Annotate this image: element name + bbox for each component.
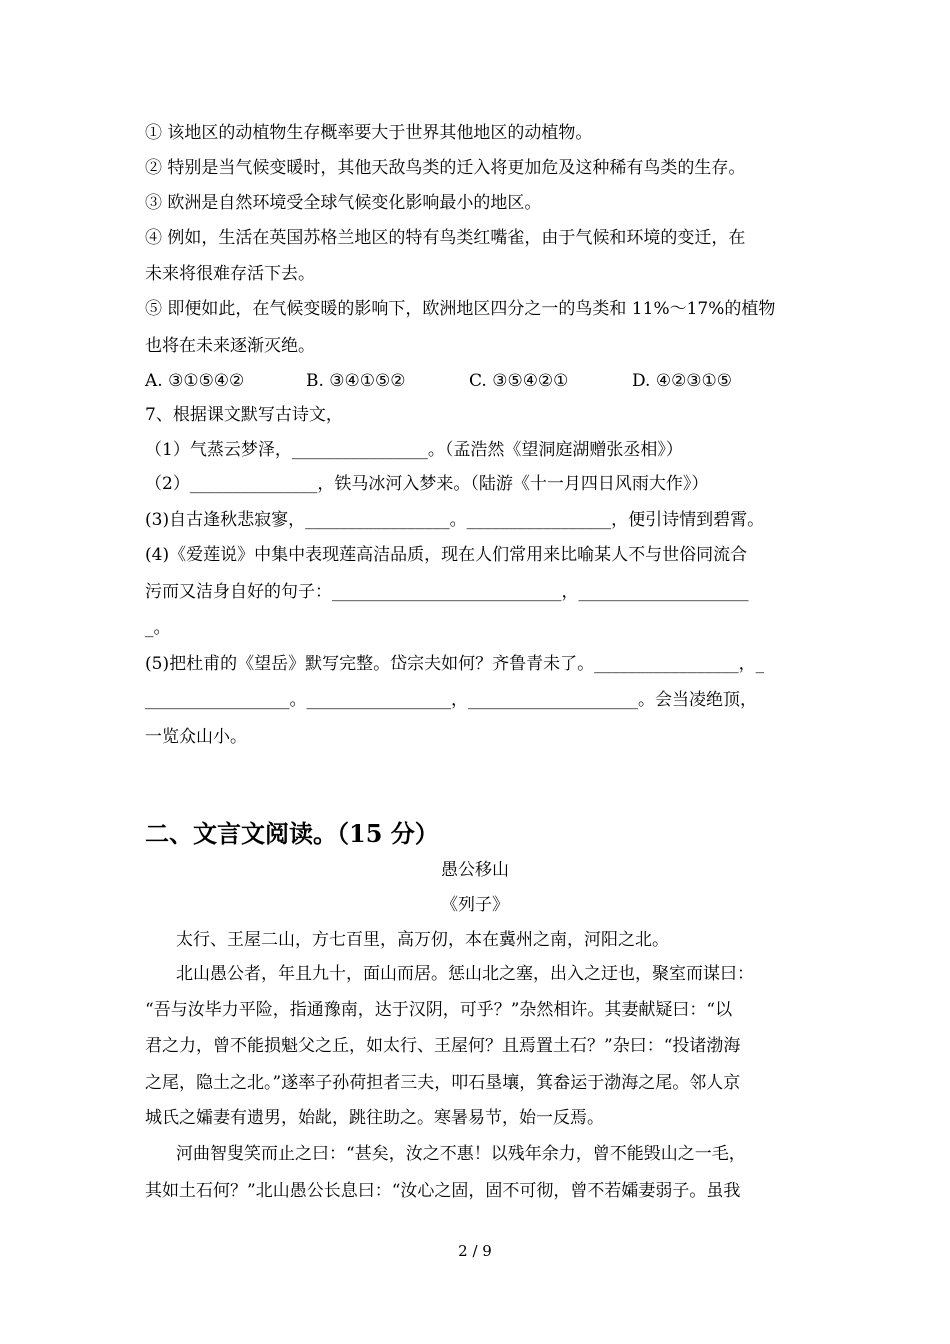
q7-item-3: (3)自古逢秋悲寂寥，_________________。_________________，便引诗情到碧霄。	[145, 510, 765, 530]
paragraph-line-6: 城氏之孀妻有遗男，始龀，跳往助之。寒暑易节，始一反焉。	[145, 1108, 604, 1128]
sentence-4-cont: 未来将很难存活下去。	[145, 264, 315, 284]
q7-item-4-end: _。	[145, 618, 171, 638]
sentence-5: ⑤ 即便如此，在气候变暖的影响下，欧洲地区四分之一的鸟类和 11%～17%的植物	[145, 299, 776, 319]
q7-item-4-cont: 污而又洁身自好的句子：___________________________，____________________	[145, 582, 749, 602]
q7-item-5: (5)把杜甫的《望岳》默写完整。岱宗夫如何？齐鲁青未了。_________________，_	[145, 654, 765, 674]
paragraph-line-7: 河曲智叟笑而止之曰：“甚矣，汝之不惠！以残年余力，曾不能毁山之一毛，	[176, 1144, 746, 1164]
sentence-5-cont: 也将在未来逐渐灭绝。	[145, 336, 315, 356]
option-c: C. ③⑤④②①	[469, 371, 569, 391]
text-title: 愚公移山	[441, 860, 509, 880]
paragraph-line-5: 之尾，隐土之北。”遂率子孙荷担者三夫，叩石垦壤，箕畚运于渤海之尾。邻人京	[145, 1073, 741, 1093]
question7-title: 7、根据课文默写古诗文，	[145, 405, 343, 425]
paragraph-line-8: 其如土石何？”北山愚公长息曰：“汝心之固，固不可彻，曾不若孀妻弱子。虽我	[145, 1181, 741, 1201]
sentence-4: ④ 例如，生活在英国苏格兰地区的特有鸟类红嘴雀，由于气候和环境的变迁，在	[145, 228, 746, 248]
q7-item-5-end: 一览众山小。	[145, 727, 247, 747]
sentence-2: ② 特别是当气候变暖时，其他天敌鸟类的迁入将更加危及这种稀有鸟类的生存。	[145, 158, 746, 178]
paragraph-line-2: 北山愚公者，年且九十，面山而居。惩山北之塞，出入之迂也，聚室而谋曰：	[176, 964, 754, 984]
option-a: A. ③①⑤④②	[145, 371, 245, 391]
page-number: 2 / 9	[458, 1242, 492, 1260]
section-heading: 二、文言文阅读。（15 分）	[145, 819, 439, 848]
sentence-1: ① 该地区的动植物生存概率要大于世界其他地区的动植物。	[145, 123, 593, 143]
paragraph-line-3: “吾与汝毕力平险，指通豫南，达于汉阴，可乎？”杂然相许。其妻献疑曰：“以	[145, 1000, 733, 1020]
paragraph-line-4: 君之力，曾不能损魁父之丘，如太行、王屋何？且焉置土石？”杂曰：“投诸渤海	[145, 1036, 741, 1056]
q7-item-4: (4)《爱莲说》中集中表现莲高洁品质，现在人们常用来比喻某人不与世俗同流合	[145, 545, 748, 565]
option-b: B. ③④①⑤②	[306, 371, 406, 391]
option-d: D. ④②③①⑤	[632, 371, 733, 391]
sentence-3: ③ 欧洲是自然环境受全球气候变化影响最小的地区。	[145, 193, 542, 213]
q7-item-2: （2）_______________，铁马冰河入梦来。（陆游《十一月四日风雨大作》）	[145, 474, 709, 494]
text-author: 《列子》	[441, 895, 509, 915]
q7-item-1: （1）气蒸云梦泽，________________。（孟浩然《望洞庭湖赠张丞相》）	[145, 440, 683, 460]
paragraph-line-1: 太行、王屋二山，方七百里，高万仞，本在冀州之南，河阳之北。	[176, 930, 669, 950]
q7-item-5-cont: _________________。_________________，____________________。会当凌绝顶，	[145, 690, 757, 710]
